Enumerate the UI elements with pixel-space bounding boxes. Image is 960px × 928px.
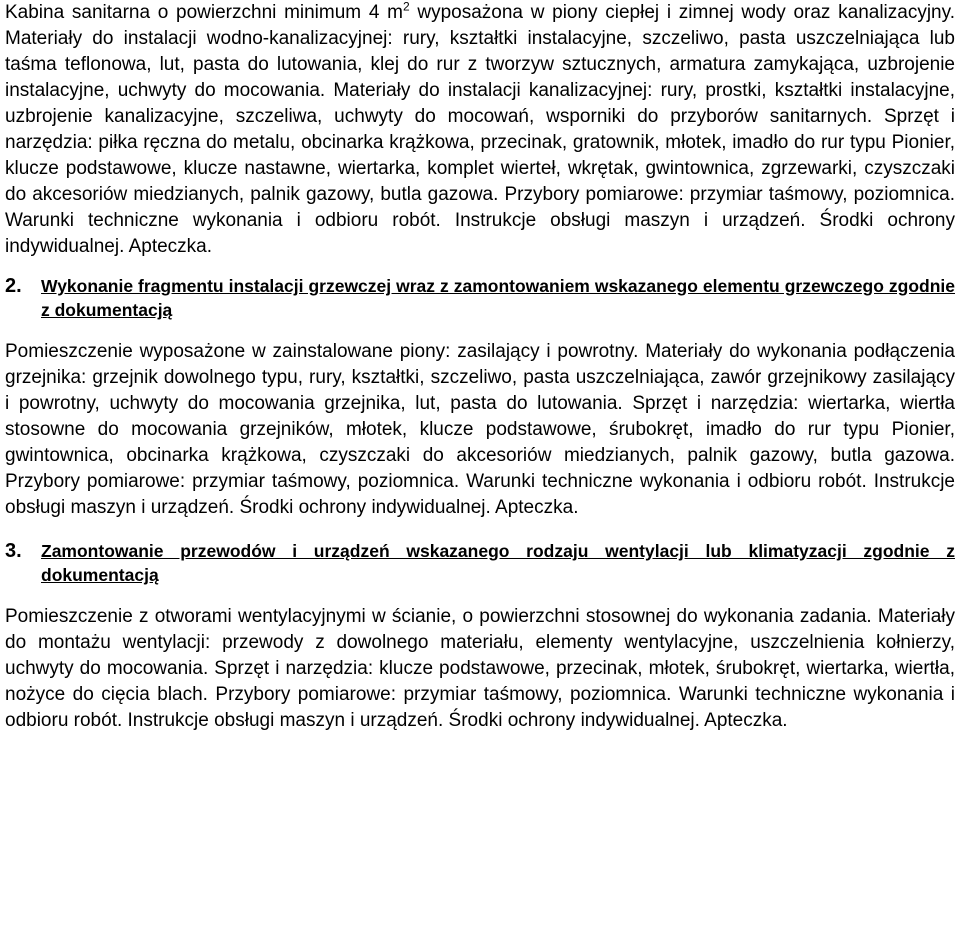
section-2-body: Pomieszczenie wyposażone w zainstalowane piony: zasilający i powrotny. Materiały do wykonania podłączenia grzejnika: grzejnik dowolnego typu, rury, kształtki, szczeliwo, pasta uszczelniająca, zawór grzejnikowy zasilający i powrotny, uchwyty do mocowania grzejnika, lut, pasta do lutowania. Sprzęt i narzędzia: wiertarka, wiertła stosowne do mocowania grzejników, młotek, klucze podstawowe, śrubokręt, imadło do rur typu Pionier, gwintownica, obcinarka krążkowa, czyszczaki do akcesoriów miedzianych, palnik gazowy, butla gazowa. Przybory pomiarowe: przymiar taśmowy, poziomnica. Warunki techniczne wykonania i odbioru robót. Instrukcje obsługi maszyn i urządzeń. Środki ochrony indywidualnej. Apteczka. [5, 341, 955, 518]
superscript-two: 2 [402, 0, 410, 14]
section-2-number: 2. [5, 275, 22, 297]
section-3-title: Zamontowanie przewodów i urządzeń wskazanego rodzaju wentylacji lub klimatyzacji zgodnie z dokumentacją [41, 541, 955, 585]
section-3-body: Pomieszczenie z otworami wentylacyjnymi w ścianie, o powierzchni stosownej do wykonania zadania. Materiały do montażu wentylacji: przewody z dowolnego materiału, elementy wentylacyjne, uszczelnienia kołnierzy, uchwyty do mocowania. Sprzęt i narzędzia: klucze podstawowe, przecinak, młotek, śrubokręt, wiertarka, wiertła, nożyce do cięcia blach. Przybory pomiarowe: przymiar taśmowy, poziomnica. Warunki techniczne wykonania i odbioru robót. Instrukcje obsługi maszyn i urządzeń. Środki ochrony indywidualnej. Apteczka. [5, 606, 955, 731]
section-3-heading [5, 539, 955, 587]
intro-text-part1: Kabina sanitarna o powierzchni minimum 4 m [5, 2, 403, 23]
intro-paragraph [5, 0, 955, 260]
section-2-title: Wykonanie fragmentu instalacji grzewczej wraz z zamontowaniem wskazanego elementu grzewczego zgodnie z dokumentacją [41, 276, 955, 320]
intro-text-part2: wyposażona w piony ciepłej i zimnej wody oraz kanalizacyjny. Materiały do instalacji wodno-kanalizacyjnej: rury, kształtki instalacyjne, szczeliwo, pasta uszczelniająca lub taśma teflonowa, lut, pasta do lutowania, klej do rur z tworzyw sztucznych, armatura zamykająca, uzbrojenie instalacyjne, uchwyty do mocowania. Materiały do instalacji kanalizacyjnej: rury, prostki, kształtki instalacyjne, uzbrojenie kanalizacyjne, szczeliwa, uchwyty do mocowań, wsporniki do przyborów sanitarnych. Sprzęt i narzędzia: piłka ręczna do metalu, obcinarka krążkowa, przecinak, gratownik, młotek, imadło do rur typu Pionier, klucze podstawowe, klucze nastawne, wiertarka, komplet wierteł, wkrętak, gwintownica, zgrzewarki, czyszczaki do akcesoriów miedzianych, palnik gazowy, butla gazowa. Przybory pomiarowe: przymiar taśmowy, poziomnica. Warunki techniczne wykonania i odbioru robót. Instrukcje obsługi maszyn i urządzeń. Środki ochrony indywidualnej. Apteczka. [5, 2, 955, 257]
section-3-number: 3. [5, 540, 22, 562]
document-page [5, 0, 955, 734]
section-2-heading [5, 274, 955, 322]
